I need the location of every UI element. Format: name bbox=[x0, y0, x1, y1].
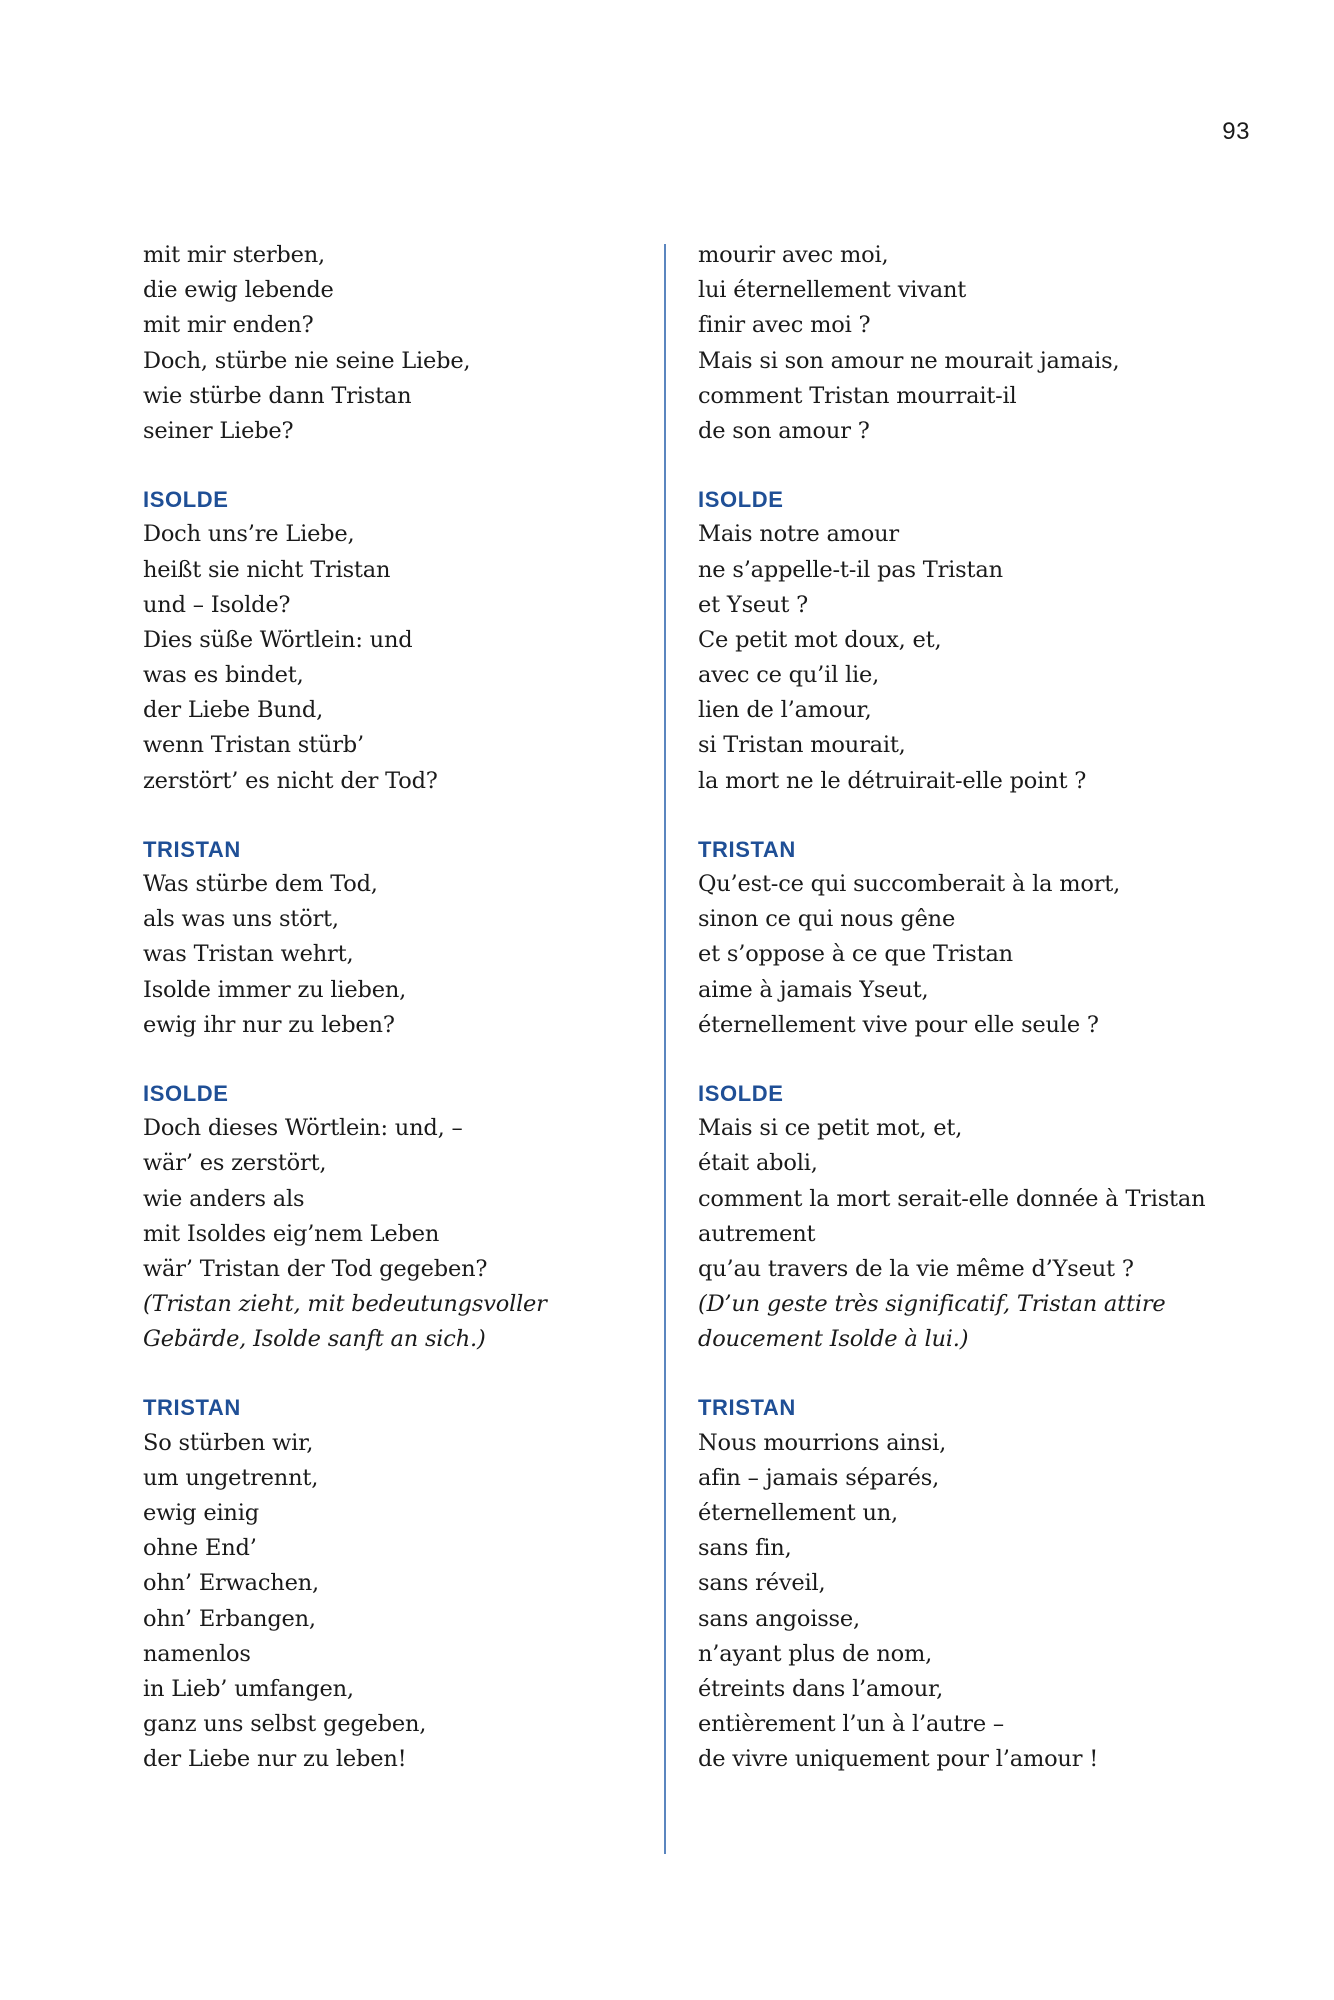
dialogue-block bbox=[698, 481, 1258, 799]
verse-line: ohn’ Erbangen, bbox=[143, 1605, 316, 1632]
column-divider bbox=[664, 244, 666, 1854]
verse-line: aime à jamais Yseut, bbox=[698, 976, 929, 1003]
verse-line: éternellement un, bbox=[698, 1500, 899, 1526]
french-text-column bbox=[698, 238, 1258, 1778]
speaker-name: TRISTAN bbox=[143, 836, 241, 862]
verse-line: de son amour ? bbox=[698, 417, 870, 444]
verse-line: was Tristan wehrt, bbox=[143, 941, 354, 968]
dialogue-block bbox=[143, 238, 643, 449]
verse-line: namenlos bbox=[143, 1640, 251, 1667]
verse-line: Ce petit mot doux, et, bbox=[698, 626, 942, 653]
verse-line: So stürben wir, bbox=[143, 1429, 314, 1456]
verse-line: étreints dans l’amour, bbox=[698, 1675, 944, 1702]
verse-line: Mais si ce petit mot, et, bbox=[698, 1115, 963, 1142]
verse-line: de vivre uniquement pour l’amour ! bbox=[698, 1746, 1099, 1773]
verse-line: la mort ne le détruirait-elle point ? bbox=[698, 767, 1087, 794]
verse-line: si Tristan mourait, bbox=[698, 732, 906, 759]
speaker-name: TRISTAN bbox=[698, 1395, 796, 1421]
dialogue-block bbox=[143, 1389, 643, 1777]
dialogue-block bbox=[143, 831, 643, 1043]
verse-line: était aboli, bbox=[698, 1150, 818, 1177]
stage-direction-line: doucement Isolde à lui.) bbox=[698, 1326, 969, 1353]
verse-line: Doch, stürbe nie seine Liebe, bbox=[143, 347, 471, 374]
verse-line: Mais notre amour bbox=[698, 521, 899, 548]
verse-line: ohn’ Erwachen, bbox=[143, 1570, 319, 1597]
verse-line: wie stürbe dann Tristan bbox=[143, 382, 412, 409]
speaker-name: ISOLDE bbox=[143, 487, 229, 513]
verse-line: sans angoisse, bbox=[698, 1605, 860, 1632]
verse-line: ganz uns selbst gegeben, bbox=[143, 1711, 427, 1738]
verse-line: Isolde immer zu lieben, bbox=[143, 976, 407, 1003]
verse-line: sinon ce qui nous gêne bbox=[698, 906, 956, 933]
dialogue-block bbox=[698, 831, 1258, 1043]
verse-line: Qu’est-ce qui succomberait à la mort, bbox=[698, 871, 1121, 897]
verse-line: mit mir enden? bbox=[143, 312, 314, 339]
verse-line: sans réveil, bbox=[698, 1570, 826, 1597]
verse-line: wenn Tristan stürb’ bbox=[143, 732, 364, 759]
dialogue-block bbox=[698, 1075, 1258, 1358]
verse-line: seiner Liebe? bbox=[143, 417, 294, 444]
speaker-name: ISOLDE bbox=[698, 1080, 784, 1106]
verse-line: und – Isolde? bbox=[143, 591, 291, 618]
dialogue-block bbox=[143, 481, 643, 799]
verse-line: et Yseut ? bbox=[698, 591, 808, 618]
verse-line: Doch dieses Wörtlein: und, – bbox=[143, 1115, 463, 1142]
verse-line: ewig einig bbox=[143, 1500, 259, 1526]
verse-line: ne s’appelle-t-il pas Tristan bbox=[698, 556, 1003, 583]
verse-line: ewig ihr nur zu leben? bbox=[143, 1011, 395, 1038]
verse-line: lien de l’amour, bbox=[698, 697, 872, 724]
verse-line: qu’au travers de la vie même d’Yseut ? bbox=[698, 1255, 1134, 1282]
dialogue-block bbox=[698, 1389, 1258, 1777]
verse-line: mourir avec moi, bbox=[698, 242, 889, 268]
verse-line: als was uns stört, bbox=[143, 906, 339, 933]
verse-line: wie anders als bbox=[143, 1185, 305, 1212]
verse-line: finir avec moi ? bbox=[698, 312, 871, 339]
dialogue-block bbox=[143, 1075, 643, 1358]
verse-line: in Lieb’ umfangen, bbox=[143, 1675, 354, 1702]
verse-line: et s’oppose à ce que Tristan bbox=[698, 941, 1013, 968]
verse-line: lui éternellement vivant bbox=[698, 277, 967, 304]
stage-direction-line: Gebärde, Isolde sanft an sich.) bbox=[143, 1326, 486, 1353]
speaker-name: ISOLDE bbox=[698, 487, 784, 513]
verse-line: autrement bbox=[698, 1220, 816, 1247]
page-number: 93 bbox=[1222, 118, 1250, 145]
verse-line: Doch uns’re Liebe, bbox=[143, 521, 355, 548]
dialogue-block bbox=[698, 238, 1258, 449]
verse-line: der Liebe nur zu leben! bbox=[143, 1746, 407, 1773]
stage-direction-line: (D’un geste très significatif, Tristan attire bbox=[698, 1291, 1166, 1318]
verse-line: afin – jamais séparés, bbox=[698, 1464, 940, 1491]
verse-line: um ungetrennt, bbox=[143, 1464, 319, 1491]
verse-line: mit Isoldes eig’nem Leben bbox=[143, 1220, 440, 1247]
verse-line: ohne End’ bbox=[143, 1535, 257, 1562]
verse-line: heißt sie nicht Tristan bbox=[143, 556, 391, 583]
speaker-name: ISOLDE bbox=[143, 1080, 229, 1106]
verse-line: Mais si son amour ne mourait jamais, bbox=[698, 347, 1120, 374]
verse-line: comment Tristan mourrait-il bbox=[698, 382, 1017, 409]
stage-direction-line: (Tristan zieht, mit bedeutungsvoller bbox=[143, 1291, 547, 1318]
verse-line: die ewig lebende bbox=[143, 277, 334, 304]
verse-line: sans fin, bbox=[698, 1535, 792, 1562]
verse-line: Nous mourrions ainsi, bbox=[698, 1429, 947, 1456]
speaker-name: TRISTAN bbox=[698, 836, 796, 862]
german-text-column bbox=[143, 238, 643, 1778]
verse-line: Dies süße Wörtlein: und bbox=[143, 626, 413, 653]
verse-line: was es bindet, bbox=[143, 662, 304, 689]
verse-line: wär’ es zerstört, bbox=[143, 1150, 327, 1177]
verse-line: mit mir sterben, bbox=[143, 242, 325, 268]
verse-line: éternellement vive pour elle seule ? bbox=[698, 1011, 1099, 1038]
verse-line: zerstört’ es nicht der Tod? bbox=[143, 767, 438, 794]
verse-line: der Liebe Bund, bbox=[143, 697, 324, 724]
verse-line: n’ayant plus de nom, bbox=[698, 1640, 933, 1667]
verse-line: entièrement l’un à l’autre – bbox=[698, 1711, 1004, 1738]
verse-line: wär’ Tristan der Tod gegeben? bbox=[143, 1255, 488, 1282]
verse-line: comment la mort serait-elle donnée à Tristan bbox=[698, 1185, 1206, 1212]
verse-line: avec ce qu’il lie, bbox=[698, 662, 880, 689]
speaker-name: TRISTAN bbox=[143, 1395, 241, 1421]
verse-line: Was stürbe dem Tod, bbox=[143, 871, 378, 897]
